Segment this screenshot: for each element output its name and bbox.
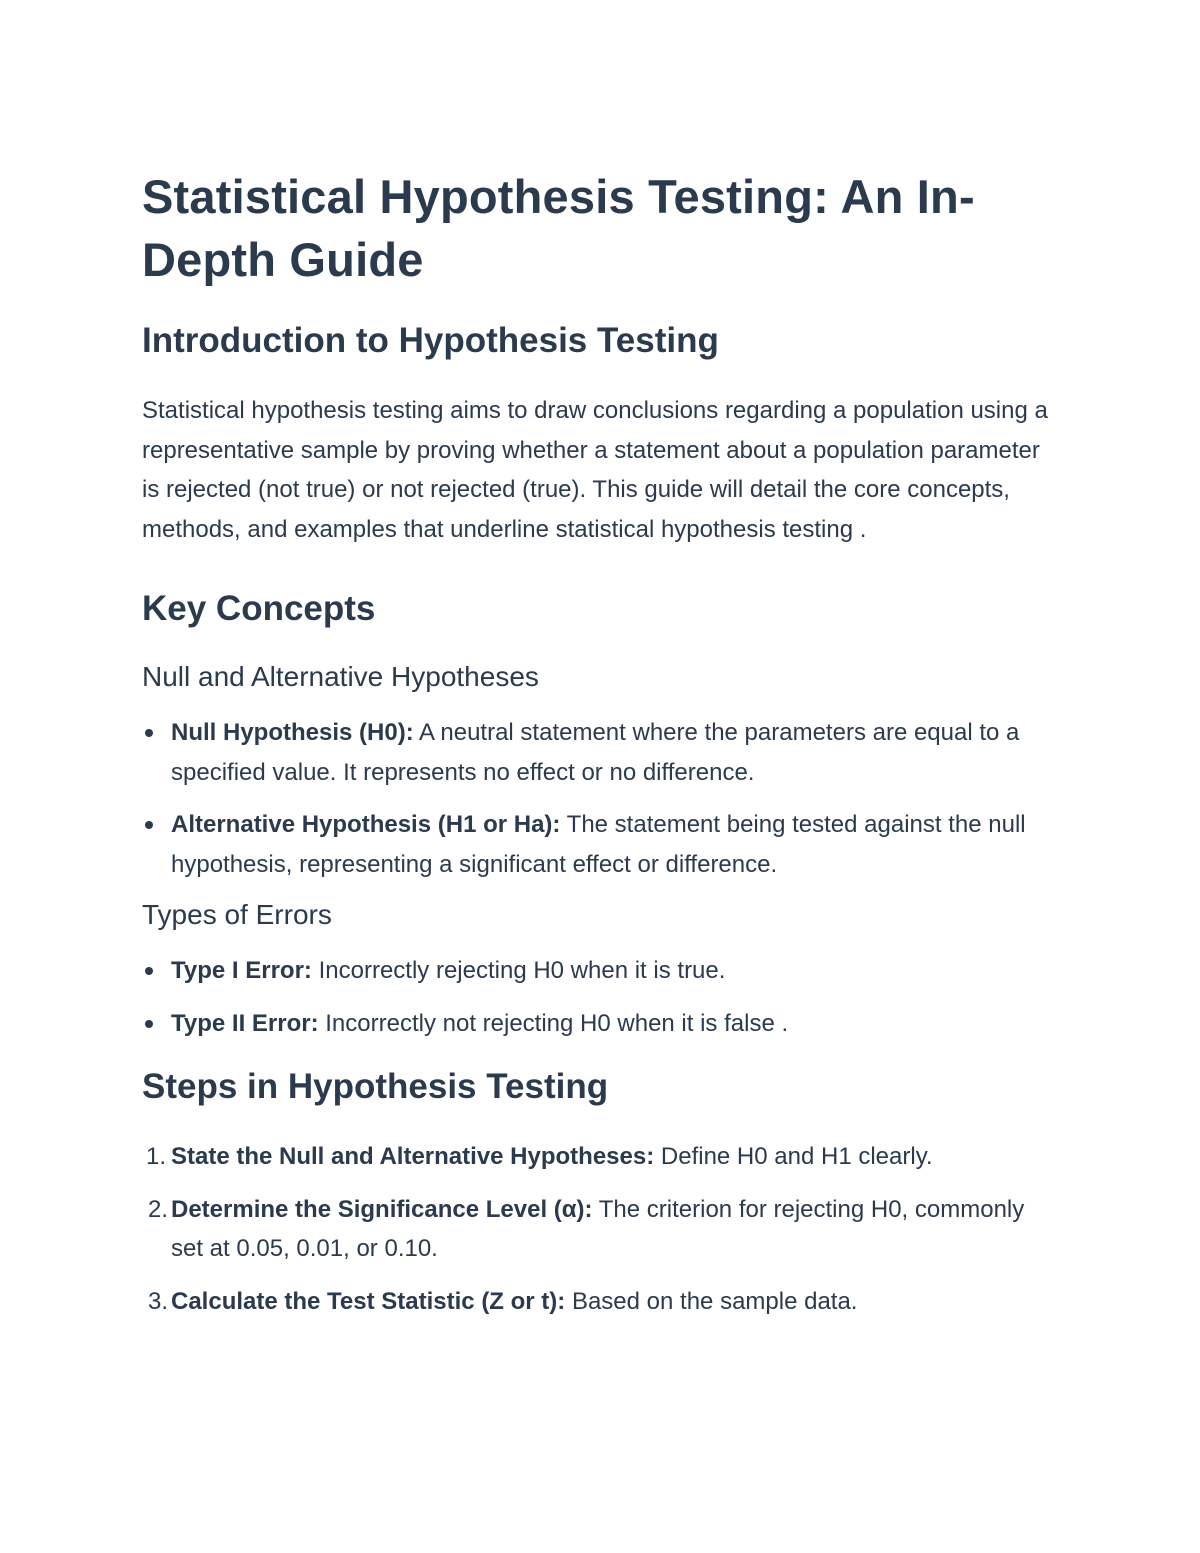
list-item <box>142 951 1051 991</box>
list-item-text: Based on the sample data. <box>565 1287 858 1315</box>
step-number: 1. <box>145 1143 166 1170</box>
step-number: 2. <box>147 1195 168 1223</box>
intro-heading: Introduction to Hypothesis Testing <box>142 321 719 360</box>
list-item-term: Null Hypothesis (H0): <box>171 719 414 746</box>
errors-subheading: Types of Errors <box>142 899 332 930</box>
hypotheses-list <box>142 713 1050 884</box>
list-item-term: Determine the Significance Level (α): <box>171 1195 593 1223</box>
list-item-text: A neutral statement where the parameters are equal to a specified value. It represents no effect or no difference. <box>171 719 1020 786</box>
errors-list <box>142 951 1050 1043</box>
list-item-text: The statement being tested against the null hypothesis, representing a significant effect or difference. <box>171 811 1026 878</box>
list-item-term: Type II Error: <box>171 1009 319 1037</box>
list-item-term: Calculate the Test Statistic (Z or t): <box>171 1287 566 1315</box>
list-item-text: Define H0 and H1 clearly. <box>654 1143 933 1170</box>
hypotheses-subheading: Null and Alternative Hypotheses <box>142 661 539 692</box>
list-item-term: State the Null and Alternative Hypotheses: <box>171 1143 655 1170</box>
page-title: Statistical Hypothesis Testing: An In-Depth Guide <box>142 170 975 286</box>
list-item <box>142 1137 1051 1177</box>
steps-heading: Steps in Hypothesis Testing <box>142 1067 609 1106</box>
list-item-text: Incorrectly not rejecting H0 when it is false . <box>318 1009 789 1037</box>
list-item-text: The criterion for rejecting H0, commonly set at 0.05, 0.01, or 0.10. <box>171 1195 1025 1262</box>
list-item <box>142 1004 1051 1044</box>
list-item-term: Type I Error: <box>171 957 312 984</box>
list-item-text: Incorrectly rejecting H0 when it is true. <box>311 957 726 984</box>
list-item <box>142 1282 1051 1322</box>
list-item-term: Alternative Hypothesis (H1 or Ha): <box>171 811 561 838</box>
list-item <box>142 713 1051 792</box>
list-item <box>142 805 1051 884</box>
key-concepts-heading: Key Concepts <box>142 589 376 628</box>
step-number: 3. <box>147 1287 168 1315</box>
steps-list <box>142 1137 1050 1321</box>
list-item <box>142 1190 1051 1269</box>
intro-paragraph: Statistical hypothesis testing aims to draw conclusions regarding a population using a representative sample by proving whether a statement about a population parameter is rejected (not true) or not rejected (true). This guide will detail the core concepts, methods, and examples that underline statistical hypothesis testing . <box>142 397 1048 543</box>
